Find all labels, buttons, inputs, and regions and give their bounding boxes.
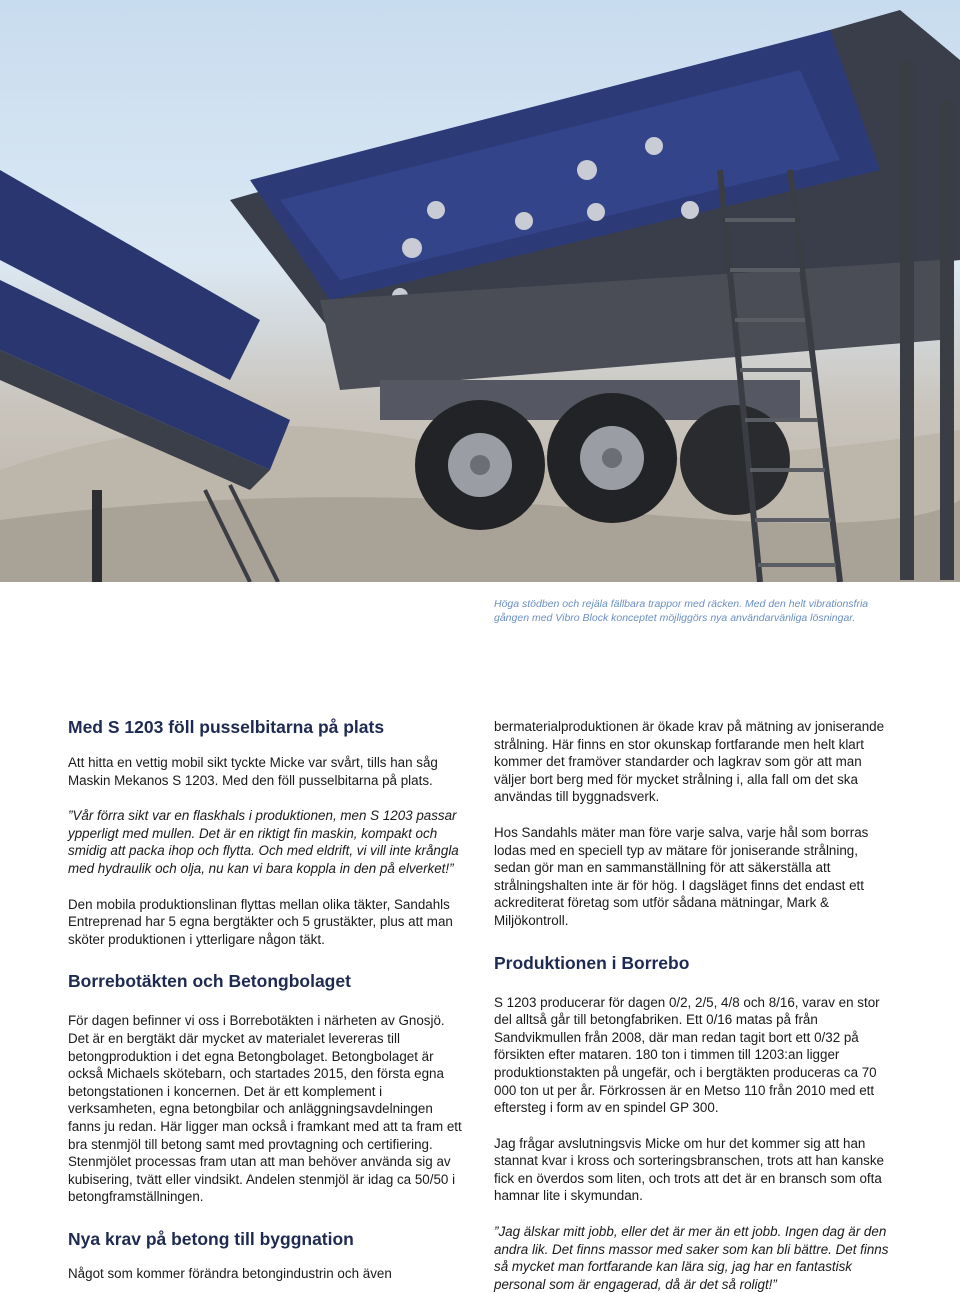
paragraph-borrebotakten: För dagen befinner vi oss i Borrebotäkten i närheten av Gnosjö. Det är en bergtäkt där mycket av materialet levereras till betongproduktion i det egna Betongbolaget. Betongbolaget är också Michaels skötebarn, och startades 2015, den första egna betongstationen i koncernen. Det är ett komplement i verksamheten, egna betongbilar och anläggningsavdelningen fanns ju redan. Här ligger man också i framkant med att ta fram ett bra stenmjöl till betong samt med provtagning och certifiering. Stenmjölet processas fram utan att man behöver använda sig av kubisering, tvätt eller vindsikt. Andelen stenmjöl är idag ca 50/50 i betongframställningen. bbox=[68, 1013, 462, 1205]
quote-micke: ”Vår förra sikt var en flaskhals i produktionen, men S 1203 passar ypperligt med mullen. Det är en riktigt fin maskin, kompakt och smidig att packa ihop och flytta. Och med eldrift, vi vill inte krångla med hydraulik och olja, nu kan vi bara koppla in den på elverket!” bbox=[68, 808, 459, 876]
heading-pusselbitarna: Med S 1203 föll pusselbitarna på plats bbox=[68, 717, 385, 737]
heading-nya-krav: Nya krav på betong till byggnation bbox=[68, 1228, 354, 1249]
heading-produktionen-borrebo: Produktionen i Borrebo bbox=[494, 952, 690, 973]
paragraph-matning: Hos Sandahls mäter man före varje salva, varje hål som borras lodas med en speciell typ av mätare för joniserande strålning, sedan gör man en sammanställning för att säkerställa att strålningshalten inte är för hög. I dagsläget finns det endast ett ackrediterat företag som utför sådana mätningar, Mark & Miljökontroll. bbox=[494, 824, 869, 928]
paragraph-avslutning: Jag frågar avslutningsvis Micke om hur det kommer sig att han stannat kvar i kross och sorteringsbranschen, trots att han kanske fick en överdos som liten, och trots att det är en bransch som ofta hamnar lite i skymundan. bbox=[494, 1135, 885, 1204]
paragraph-produktion: S 1203 producerar för dagen 0/2, 2/5, 4/8 och 8/16, varav en stor del alltså går till betongfabriken. Ett 0/16 matas på från Sandvikmullen från 2008, där man redan tagit bort ett 0/32 på försikten efter mataren. 180 ton i timmen till 1203:an ligger produktionstakten på ungefär, och i bergtäkten produceras ca 70 000 ton ut per år. Förkrossen är en Metso 110 från 2010 med ett eftersteg i form av en spindel GP 300. bbox=[494, 994, 880, 1116]
paragraph-produktionslinan: Den mobila produktionslinan flyttas mellan olika täkter, Sandahls Entreprenad har 5 egna bergtäkter och 5 grustäkter, plus att man sköter produktionen i ytterligare någon täkt. bbox=[68, 896, 453, 947]
heading-borrebotakten: Borrebotäkten och Betongbolaget bbox=[68, 971, 351, 992]
left-column bbox=[68, 716, 466, 1282]
paragraph-nya-krav: Något som kommer förändra betongindustrin och även bbox=[68, 1265, 392, 1281]
photo-caption: Höga stödben och rejäla fällbara trappor med räcken. Med den helt vibrationsfria gången med Vibro Block konceptet möjliggörs nya användarvänliga lösningar. bbox=[494, 598, 869, 624]
machine-photo bbox=[0, 0, 960, 582]
quote-alskar-jobb: ”Jag älskar mitt jobb, eller det är mer än ett jobb. Ingen dag är den andra lik. Det finns massor med saker som kan bli bättre. Det finns så mycket man fortfarande kan lära sig, jag har en fantastisk personal som är engagerad, då är det så roligt!” bbox=[494, 1224, 889, 1292]
right-column bbox=[494, 718, 894, 1293]
machine-illustration bbox=[0, 0, 960, 582]
paragraph-intro: Att hitta en vettig mobil sikt tyckte Micke var svårt, tills han såg Maskin Mekanos S 1203. Med den föll pusselbitarna på plats. bbox=[68, 755, 438, 788]
paragraph-stralning: bermaterialproduktionen är ökade krav på mätning av joniserande strålning. Här finns en stor okunskap fortfarande men helt klart kommer det framöver standarder och lagkrav som gör att man väljer bort berg med för mycket strålning i, alla fall om det ska användas till byggnadsverk. bbox=[494, 719, 885, 805]
